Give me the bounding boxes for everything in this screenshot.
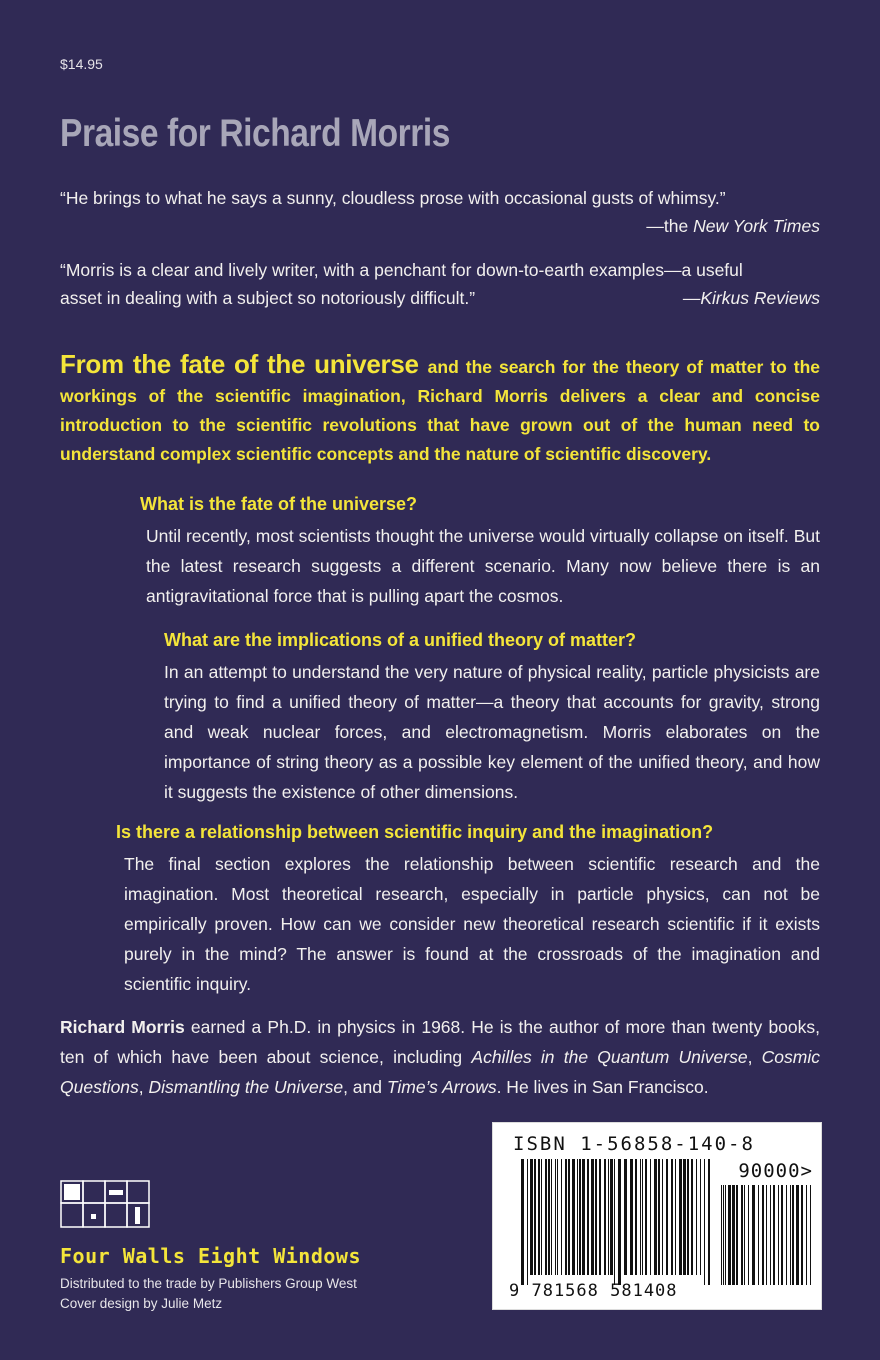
- barcode-bar: [741, 1185, 743, 1285]
- barcode-bar: [700, 1159, 701, 1275]
- barcode-bar: [624, 1159, 627, 1275]
- barcode-bar: [679, 1159, 682, 1275]
- barcode-bar: [671, 1159, 673, 1275]
- barcode-bar: [728, 1185, 731, 1285]
- barcode-bar: [587, 1159, 589, 1275]
- bio-separator: , and: [343, 1077, 387, 1097]
- barcode-bar: [806, 1185, 807, 1285]
- praise-heading: Praise for Richard Morris: [60, 112, 450, 155]
- quote-line2-row: [60, 284, 820, 312]
- barcode-bar: [604, 1159, 606, 1275]
- price-label: $14.95: [60, 56, 103, 72]
- ean-number: 9 781568 581408: [509, 1281, 678, 1301]
- barcode-bar: [654, 1159, 657, 1275]
- question-heading: What is the fate of the universe?: [140, 494, 418, 514]
- barcode-bar: [725, 1185, 726, 1285]
- barcode-bar: [541, 1159, 542, 1275]
- barcode-bar: [608, 1159, 609, 1275]
- barcode-bar: [534, 1159, 536, 1275]
- quote-text: “He brings to what he says a sunny, cloudless prose with occasional gusts of whimsy.”: [60, 188, 726, 208]
- barcode-bar: [662, 1159, 663, 1275]
- intro-lead: From the fate of the universe: [60, 349, 419, 379]
- barcode-bar: [561, 1159, 562, 1275]
- barcode-panel: [492, 1122, 822, 1310]
- cover-design-credit: Cover design by Julie Metz: [60, 1296, 223, 1311]
- intro-paragraph: [60, 350, 820, 469]
- question-body: In an attempt to understand the very nature of physical reality, particle physicists are trying to find a unified theory of matter—a theory that accounts for gravity, strong and weak nuclear forces, and electromagnetism. Morris elaborates on the importance of string theory as a possible key element of the unified theory, and how it suggests the existence of other dimensions.: [164, 662, 820, 802]
- barcode-bar: [595, 1159, 597, 1275]
- barcode-bar: [650, 1159, 651, 1275]
- question-heading: What are the implications of a unified theory of matter?: [164, 630, 637, 650]
- attribution-source: Kirkus Reviews: [700, 288, 820, 308]
- barcode-bar: [572, 1159, 575, 1275]
- barcode-bar: [577, 1159, 578, 1275]
- review-quote-kirkus: [60, 256, 820, 312]
- barcode-bar: [555, 1159, 556, 1275]
- barcode-bar: [548, 1159, 550, 1275]
- author-bio: [60, 1012, 820, 1102]
- bio-text: earned a Ph.D. in physics in 1968. He is the author of more than twenty books, ten of which have been about science, including: [60, 1017, 820, 1067]
- barcode-bar: [721, 1185, 722, 1285]
- barcode-bar: [744, 1185, 745, 1285]
- barcode-bar: [752, 1185, 755, 1285]
- barcode-bar: [565, 1159, 567, 1275]
- barcode-bar: [781, 1185, 783, 1285]
- question-section-2: [164, 630, 820, 807]
- question-section-1: [140, 494, 820, 611]
- intro-text: and the search for the theory of matter to the workings of the scientific imagination, Richard Morris delivers a clear and concise introduction to the scientific revolutions that have grown out of the human need to understand complex scientific concepts and the nature of scientific discovery.: [60, 357, 821, 464]
- barcode-bar: [792, 1185, 794, 1285]
- barcode-bar: [758, 1185, 759, 1285]
- isbn-label: ISBN 1-56858-140-8: [513, 1133, 755, 1155]
- bio-separator: ,: [747, 1047, 762, 1067]
- question-body: The final section explores the relationship between scientific research and the imagination. Most theoretical research, especially in particle physics, can not be empirically proven. How can we consider new theoretical research scientific if it exists purely in the mind? The answer is found at the crossroads of the imagination and scientific inquiry.: [124, 854, 820, 994]
- quote-attribution: [683, 284, 820, 312]
- question-body: Until recently, most scientists thought the universe would virtually collapse on itself. But the latest research suggests a different scenario. Many now believe there is an antigravitational force that is pulling apart the cosmos.: [146, 526, 820, 606]
- bio-text: . He lives in San Francisco.: [496, 1077, 709, 1097]
- barcode-bar: [801, 1185, 803, 1285]
- barcode-bar: [551, 1159, 552, 1275]
- barcode-bar: [614, 1159, 615, 1285]
- distribution-note: Distributed to the trade by Publishers Group West: [60, 1276, 357, 1291]
- ean-barcode: [521, 1159, 711, 1285]
- question-section-3: [116, 822, 820, 999]
- book-title: Achilles in the Quantum Universe: [471, 1047, 748, 1067]
- barcode-bar: [683, 1159, 686, 1275]
- barcode-bar: [591, 1159, 594, 1275]
- barcode-bar: [778, 1185, 779, 1285]
- barcode-bar: [521, 1159, 524, 1285]
- barcode-bar: [658, 1159, 660, 1275]
- barcode-bar: [810, 1185, 811, 1285]
- addon-barcode: [721, 1185, 813, 1295]
- book-title: Cosmic Questions: [60, 1047, 820, 1097]
- question-heading: Is there a relationship between scientific inquiry and the imagination?: [116, 822, 714, 842]
- book-title: Dismantling the Universe: [148, 1077, 344, 1097]
- barcode-bar: [687, 1159, 689, 1275]
- barcode-bar: [732, 1185, 735, 1285]
- book-title: Time’s Arrows: [386, 1077, 497, 1097]
- barcode-bar: [545, 1159, 547, 1275]
- barcode-bar: [708, 1159, 710, 1285]
- bio-separator: ,: [138, 1077, 149, 1097]
- barcode-bar: [796, 1185, 799, 1285]
- review-quote-nyt: [60, 184, 820, 240]
- publisher-logo-icon: [60, 1180, 150, 1230]
- barcode-bar: [599, 1159, 601, 1275]
- barcode-bar: [770, 1185, 771, 1285]
- barcode-bar: [762, 1185, 764, 1285]
- barcode-bar: [666, 1159, 668, 1275]
- barcode-bar: [530, 1159, 533, 1275]
- barcode-bar: [704, 1159, 705, 1285]
- quote-attribution: [60, 212, 820, 240]
- barcode-bar: [675, 1159, 676, 1275]
- attribution-source: New York Times: [693, 216, 820, 236]
- barcode-bar: [640, 1159, 641, 1275]
- barcode-bar: [538, 1159, 540, 1275]
- barcode-bar: [630, 1159, 633, 1275]
- quote-text-line2: asset in dealing with a subject so notoriously difficult.”: [60, 288, 476, 308]
- barcode-bar: [645, 1159, 647, 1275]
- barcode-bar: [748, 1185, 749, 1285]
- barcode-bar: [691, 1159, 693, 1275]
- price-code-label: 90000>: [738, 1160, 813, 1182]
- barcode-bar: [527, 1159, 528, 1285]
- attribution-prefix: —the: [646, 216, 694, 236]
- author-name: Richard Morris: [60, 1017, 185, 1037]
- attribution-prefix: —: [682, 288, 701, 308]
- barcode-bar: [723, 1185, 724, 1285]
- publisher-name: Four Walls Eight Windows: [60, 1244, 361, 1268]
- quote-text-line1: “Morris is a clear and lively writer, with a penchant for down-to-earth examples—a useful: [60, 260, 743, 280]
- barcode-bar: [610, 1159, 613, 1275]
- barcode-bar: [579, 1159, 581, 1275]
- barcode-bar: [786, 1185, 787, 1285]
- barcode-bar: [696, 1159, 697, 1275]
- barcode-bar: [568, 1159, 570, 1275]
- barcode-bar: [557, 1159, 558, 1275]
- barcode-bar: [642, 1159, 643, 1275]
- barcode-bar: [790, 1185, 791, 1285]
- barcode-bar: [618, 1159, 621, 1285]
- barcode-bar: [736, 1185, 738, 1285]
- barcode-bar: [582, 1159, 585, 1275]
- barcode-bar: [766, 1185, 767, 1285]
- barcode-bar: [635, 1159, 637, 1275]
- barcode-bar: [773, 1185, 775, 1285]
